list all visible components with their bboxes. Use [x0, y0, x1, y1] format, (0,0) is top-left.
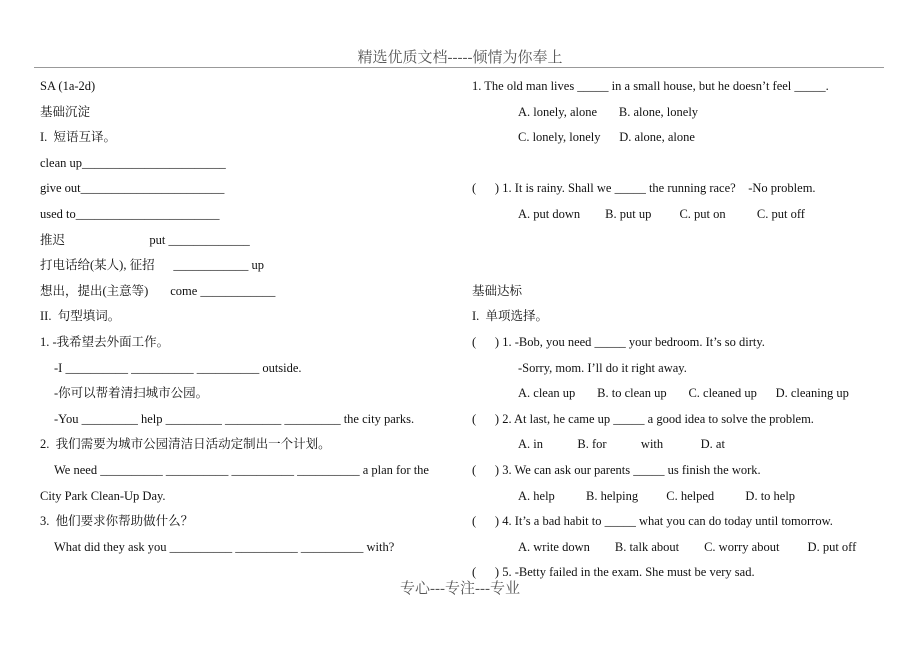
section-title-2: 基础达标 — [472, 283, 523, 298]
part2-title: II. 句型填词。 — [40, 309, 121, 324]
question-top: 1. The old man lives _____ in a small house, but he doesn’t feel _____. — [472, 79, 829, 93]
mc-question-4: ( ) 4. It’s a bad habit to _____ what you can do today until tomorrow. — [472, 514, 833, 529]
phrase-item: 想出，提出(主意等) come ____________ — [40, 283, 276, 298]
question-top-options-1: A. lonely, alone B. alone, lonely — [518, 104, 699, 119]
question-2-line-b: City Park Clean-Up Day. — [40, 488, 166, 503]
mc-question-2: ( ) 2. At last, he came up _____ a good idea to solve the problem. — [472, 411, 814, 426]
mc-question-5: ( ) 5. -Betty failed in the exam. She must be very sad. — [472, 565, 755, 580]
header-rule — [34, 67, 884, 68]
question-3-line-a: What did they ask you __________ __________ __________ with? — [54, 539, 395, 554]
question-top-options-2: C. lonely, lonely D. alone, alone — [518, 130, 695, 145]
part1-title-2: I. 单项选择。 — [472, 309, 549, 324]
section-title: 基础沉淀 — [40, 104, 91, 119]
question-1-cn2: -你可以帮着清扫城市公园。 — [54, 386, 209, 401]
question-1-line-a: -I __________ __________ __________ outside. — [54, 360, 302, 375]
question-2-line-a: We need __________ __________ __________ __________ a plan for the — [54, 462, 429, 477]
phrase-item: used to_______________________ — [40, 206, 220, 221]
page-header: 精选优质文档-----倾情为你奉上 — [357, 50, 563, 66]
phrase-item: clean up_______________________ — [40, 155, 226, 170]
mc-question-4-options: A. write down B. talk about C. worry about D. put off — [518, 539, 857, 554]
mc-question-2-options: A. in B. for with D. at — [518, 437, 725, 452]
mc-question-3-options: A. help B. helping C. helped D. to help — [518, 488, 796, 503]
unit-label: SA (1a-2d) — [40, 79, 96, 93]
mc-question-1-reply: -Sorry, mom. I’ll do it right away. — [518, 360, 687, 375]
mc-question-1: ( ) 1. -Bob, you need _____ your bedroom. It’s so dirty. — [472, 334, 765, 349]
question-rain: ( ) 1. It is rainy. Shall we _____ the running race? -No problem. — [472, 181, 816, 196]
phrase-item: 打电话给(某人), 征招 ____________ up — [40, 258, 264, 273]
question-3-cn: 3. 他们要求你帮助做什么？ — [40, 514, 194, 529]
question-1-line-b: -You _________ help _________ _________ _________ the city parks. — [54, 411, 415, 426]
phrase-item: give out_______________________ — [40, 181, 225, 196]
right-column — [472, 74, 892, 586]
phrase-item: 推迟 put _____________ — [40, 232, 250, 247]
mc-question-1-options: A. clean up B. to clean up C. cleaned up D. cleaning up — [518, 386, 849, 401]
page-footer: 专心---专注---专业 — [400, 581, 520, 597]
question-2-cn: 2. 我们需要为城市公园清洁日活动定制出一个计划。 — [40, 437, 331, 452]
mc-question-3: ( ) 3. We can ask our parents _____ us finish the work. — [472, 462, 761, 477]
part1-title: I. 短语互译。 — [40, 130, 117, 145]
question-1-cn: 1. -我希望去外面工作。 — [40, 334, 170, 349]
left-column — [40, 74, 460, 560]
question-rain-options: A. put down B. put up C. put on C. put off — [518, 206, 805, 221]
